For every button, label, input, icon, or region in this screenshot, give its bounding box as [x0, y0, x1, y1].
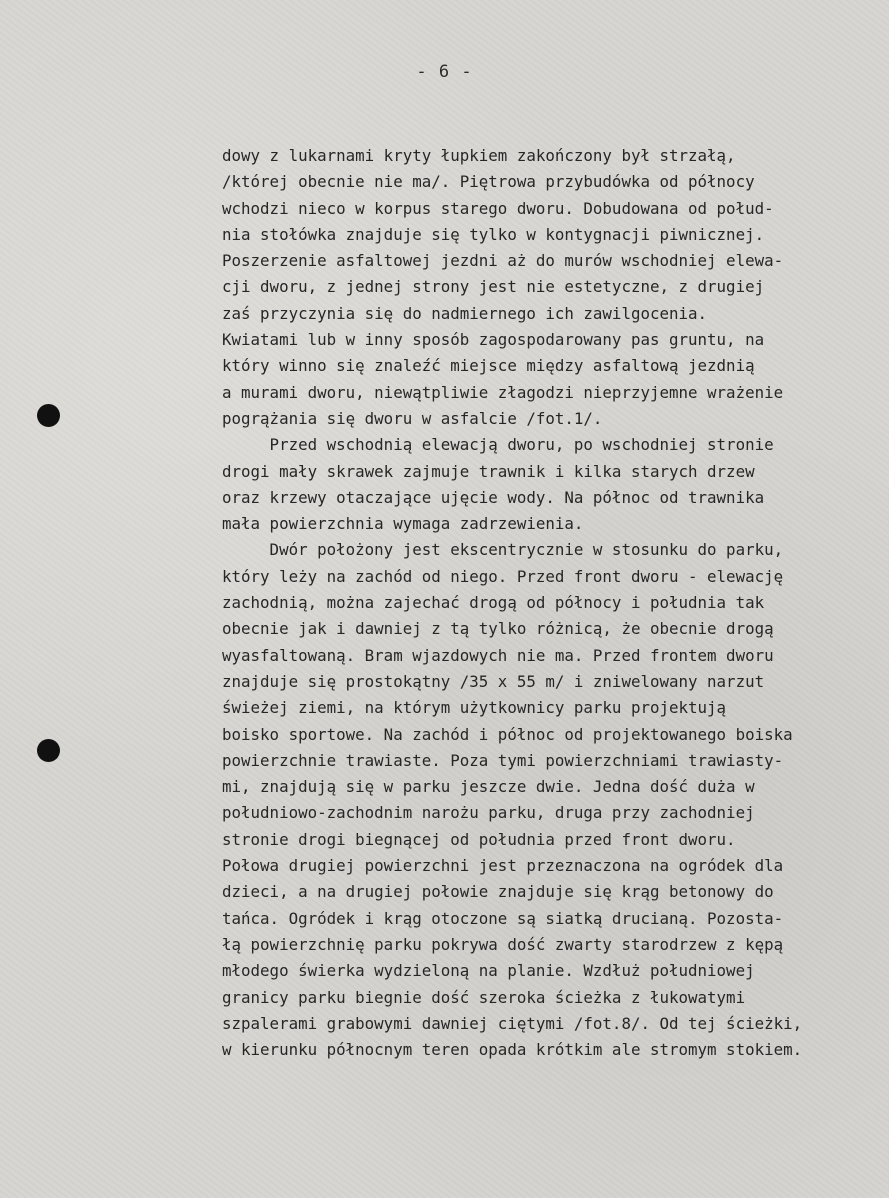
text-line: łą powierzchnię parku pokrywa dość zwarty starodrzew z kępą [222, 934, 784, 954]
text-line: Połowa drugiej powierzchni jest przeznaczona na ogródek dla [222, 856, 784, 876]
text-line: pogrążania się dworu w asfalcie /fot.1/. [222, 408, 603, 428]
text-line: mała powierzchnia wymaga zadrzewienia. [222, 514, 584, 534]
punch-hole-top [37, 404, 60, 427]
text-line: tańca. Ogródek i krąg otoczone są siatką drucianą. Pozosta- [222, 908, 784, 928]
typed-text-body [222, 143, 882, 1063]
text-line: granicy parku biegnie dość szeroka ścieżka z łukowatymi [222, 987, 746, 1007]
text-line: a murami dworu, niewątpliwie złagodzi nieprzyjemne wrażenie [222, 382, 784, 402]
text-line: wchodzi nieco w korpus starego dworu. Dobudowana od połud- [222, 198, 774, 218]
text-line: boisko sportowe. Na zachód i północ od projektowanego boiska [222, 724, 793, 744]
text-line: Przed wschodnią elewacją dworu, po wschodniej stronie [222, 435, 774, 455]
punch-hole-bottom [37, 739, 60, 762]
text-line: nia stołówka znajduje się tylko w kontygnacji piwnicznej. [222, 224, 765, 244]
text-line: wyasfaltowaną. Bram wjazdowych nie ma. Przed frontem dworu [222, 645, 774, 665]
text-line: /której obecnie nie ma/. Piętrowa przybudówka od północy [222, 172, 755, 192]
page-number: - 6 - [416, 62, 473, 82]
text-line: południowo-zachodnim narożu parku, druga przy zachodniej [222, 803, 755, 823]
text-line: obecnie jak i dawniej z tą tylko różnicą, że obecnie drogą [222, 619, 774, 639]
text-line: szpalerami grabowymi dawniej ciętymi /fot.8/. Od tej ścieżki, [222, 1013, 803, 1033]
text-line: młodego świerka wydzieloną na planie. Wzdłuż południowej [222, 961, 755, 981]
text-line: powierzchnie trawiaste. Poza tymi powierzchniami trawiasty- [222, 750, 784, 770]
text-line: znajduje się prostokątny /35 x 55 m/ i zniwelowany narzut [222, 671, 765, 691]
text-line: Poszerzenie asfaltowej jezdni aż do murów wschodniej elewa- [222, 251, 784, 271]
text-line: mi, znajdują się w parku jeszcze dwie. Jedna dość duża w [222, 777, 755, 797]
text-line: który winno się znaleźć miejsce między asfaltową jezdnią [222, 356, 755, 376]
text-line: stronie drogi biegnącej od południa przed front dworu. [222, 829, 736, 849]
text-line: oraz krzewy otaczające ujęcie wody. Na północ od trawnika [222, 487, 765, 507]
text-line: świeżej ziemi, na którym użytkownicy parku projektują [222, 698, 727, 718]
text-line: Kwiatami lub w inny sposób zagospodarowany pas gruntu, na [222, 330, 765, 350]
text-line: zaś przyczynia się do nadmiernego ich zawilgocenia. [222, 303, 708, 323]
text-line: Dwór położony jest ekscentrycznie w stosunku do parku, [222, 540, 784, 560]
text-line: dowy z lukarnami kryty łupkiem zakończony był strzałą, [222, 146, 736, 165]
text-line: dzieci, a na drugiej połowie znajduje się krąg betonowy do [222, 882, 774, 902]
text-line: drogi mały skrawek zajmuje trawnik i kilka starych drzew [222, 461, 755, 481]
text-line: zachodnią, można zajechać drogą od północy i południa tak [222, 593, 765, 613]
text-line: w kierunku północnym teren opada krótkim ale stromym stokiem. [222, 1040, 803, 1060]
text-line: cji dworu, z jednej strony jest nie estetyczne, z drugiej [222, 277, 765, 297]
text-line: który leży na zachód od niego. Przed front dworu - elewację [222, 566, 784, 586]
